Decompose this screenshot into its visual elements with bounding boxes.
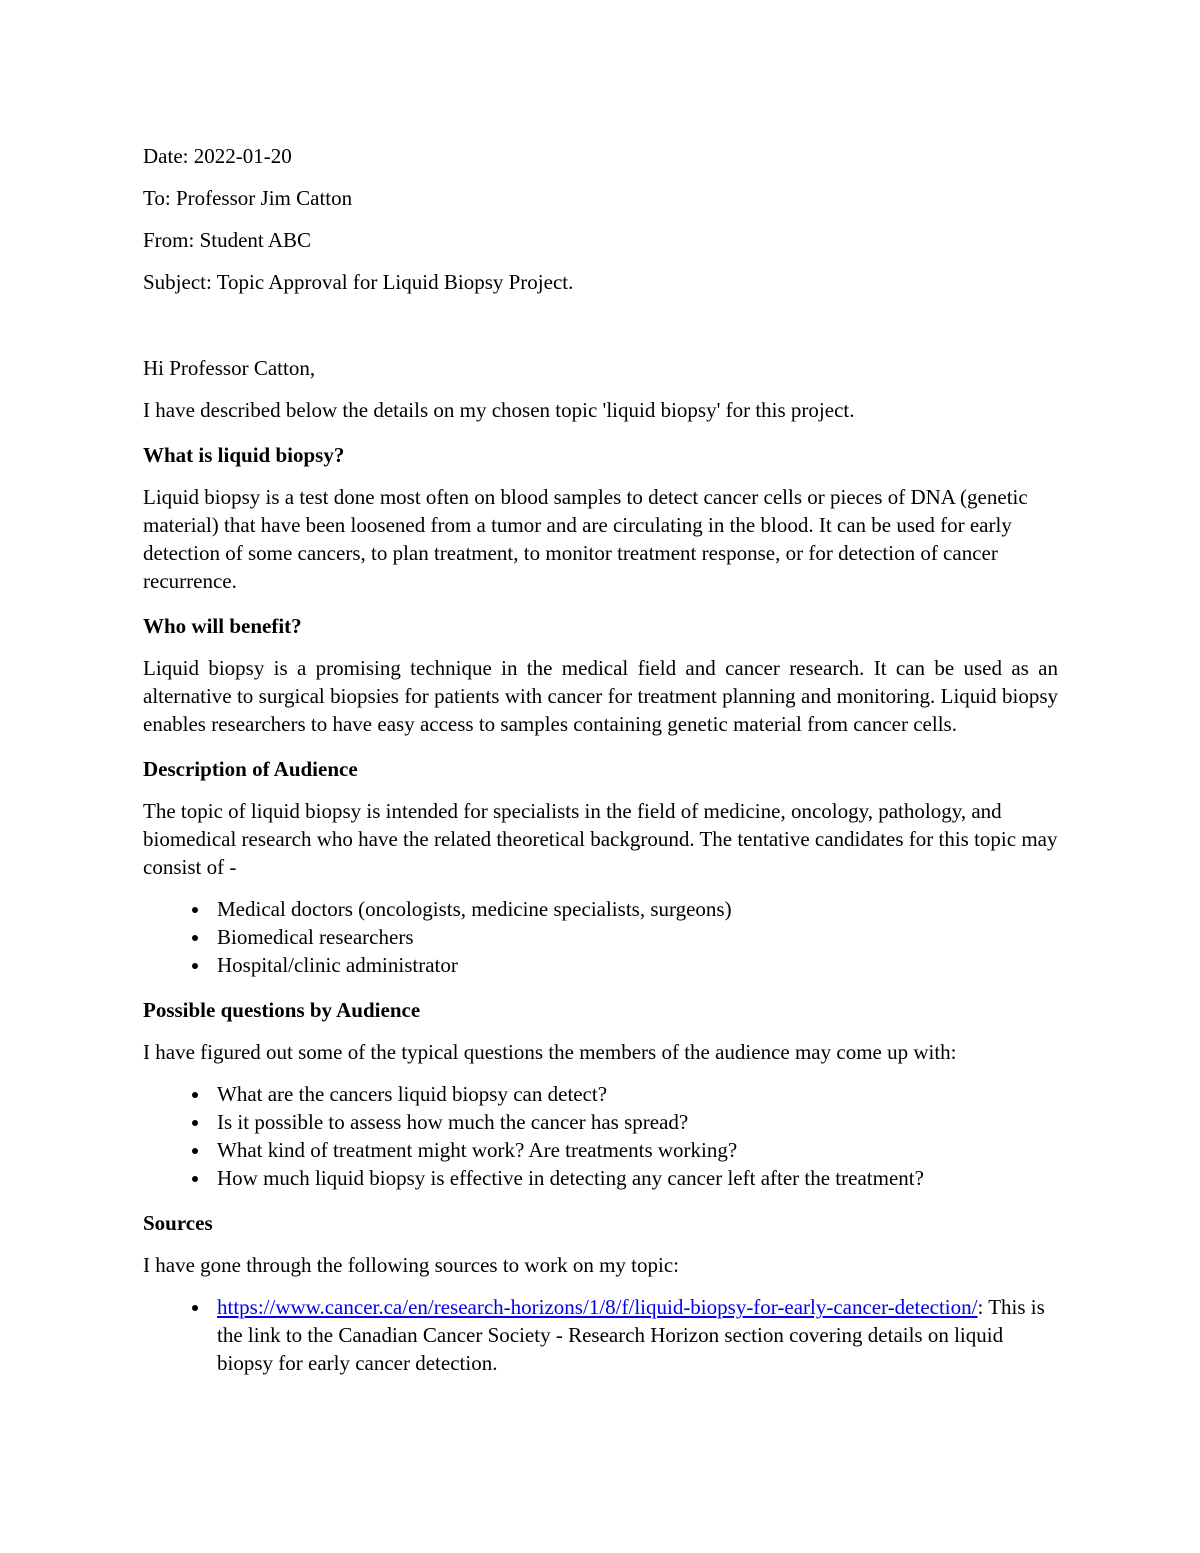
list-item: • Medical doctors (oncologists, medicine specialists, surgeons) — [211, 895, 1058, 923]
list-item: • Hospital/clinic administrator — [211, 951, 1058, 979]
list-item: • What kind of treatment might work? Are treatments working? — [211, 1136, 1058, 1164]
section-heading-sources: Sources — [143, 1211, 213, 1235]
list-item: • Biomedical researchers — [211, 923, 1058, 951]
audience-paragraph: The topic of liquid biopsy is intended for specialists in the field of medicine, oncology, pathology, and biomedical research who have the related theoretical background. The tentative candidates for this topic may consist of - — [143, 799, 1058, 879]
memo-subject-line: Subject: Topic Approval for Liquid Biopsy Project. — [143, 270, 574, 294]
source-link-description: : This is the link to the Canadian Cancer Society - Research Horizon section covering details on liquid biopsy for early cancer detection. — [217, 1295, 1045, 1375]
greeting-line: Hi Professor Catton, — [143, 356, 316, 380]
sources-intro-paragraph: I have gone through the following sources to work on my topic: — [143, 1253, 679, 1277]
sources-list — [143, 1293, 1058, 1377]
list-item: • What are the cancers liquid biopsy can detect? — [211, 1080, 1058, 1108]
memo-date-line: Date: 2022-01-20 — [143, 144, 292, 168]
section-heading-possible-questions: Possible questions by Audience — [143, 998, 421, 1022]
list-item: • Is it possible to assess how much the cancer has spread? — [211, 1108, 1058, 1136]
memo-from-line: From: Student ABC — [143, 228, 312, 252]
audience-list — [143, 895, 1058, 979]
section-heading-who-will-benefit: Who will benefit? — [143, 614, 302, 638]
list-item — [211, 1293, 1058, 1377]
questions-intro-paragraph: I have figured out some of the typical questions the members of the audience may come up with: — [143, 1040, 957, 1064]
section-heading-what-is-liquid-biopsy: What is liquid biopsy? — [143, 443, 345, 467]
questions-list — [143, 1080, 1058, 1192]
who-will-benefit-paragraph: Liquid biopsy is a promising technique in the medical field and cancer research. It can be used as an alternative to surgical biopsies for patients with cancer for treatment planning and monitoring. Liquid biopsy enables researchers to have easy access to samples containing genetic material from cancer cells. — [143, 656, 1058, 736]
source-url-link[interactable]: https://www.cancer.ca/en/research-horizons/1/8/f/liquid-biopsy-for-early-cancer-detection/ — [217, 1295, 978, 1319]
what-is-liquid-biopsy-paragraph: Liquid biopsy is a test done most often on blood samples to detect cancer cells or pieces of DNA (genetic material) that have been loosened from a tumor and are circulating in the blood. It can be used for early detection of some cancers, to plan treatment, to monitor treatment response, or for detection of cancer recurrence. — [143, 485, 1028, 593]
section-heading-description-of-audience: Description of Audience — [143, 757, 358, 781]
intro-paragraph: I have described below the details on my chosen topic 'liquid biopsy' for this project. — [143, 398, 855, 422]
memo-to-line: To: Professor Jim Catton — [143, 186, 353, 210]
list-item: • How much liquid biopsy is effective in detecting any cancer left after the treatment? — [211, 1164, 1058, 1192]
